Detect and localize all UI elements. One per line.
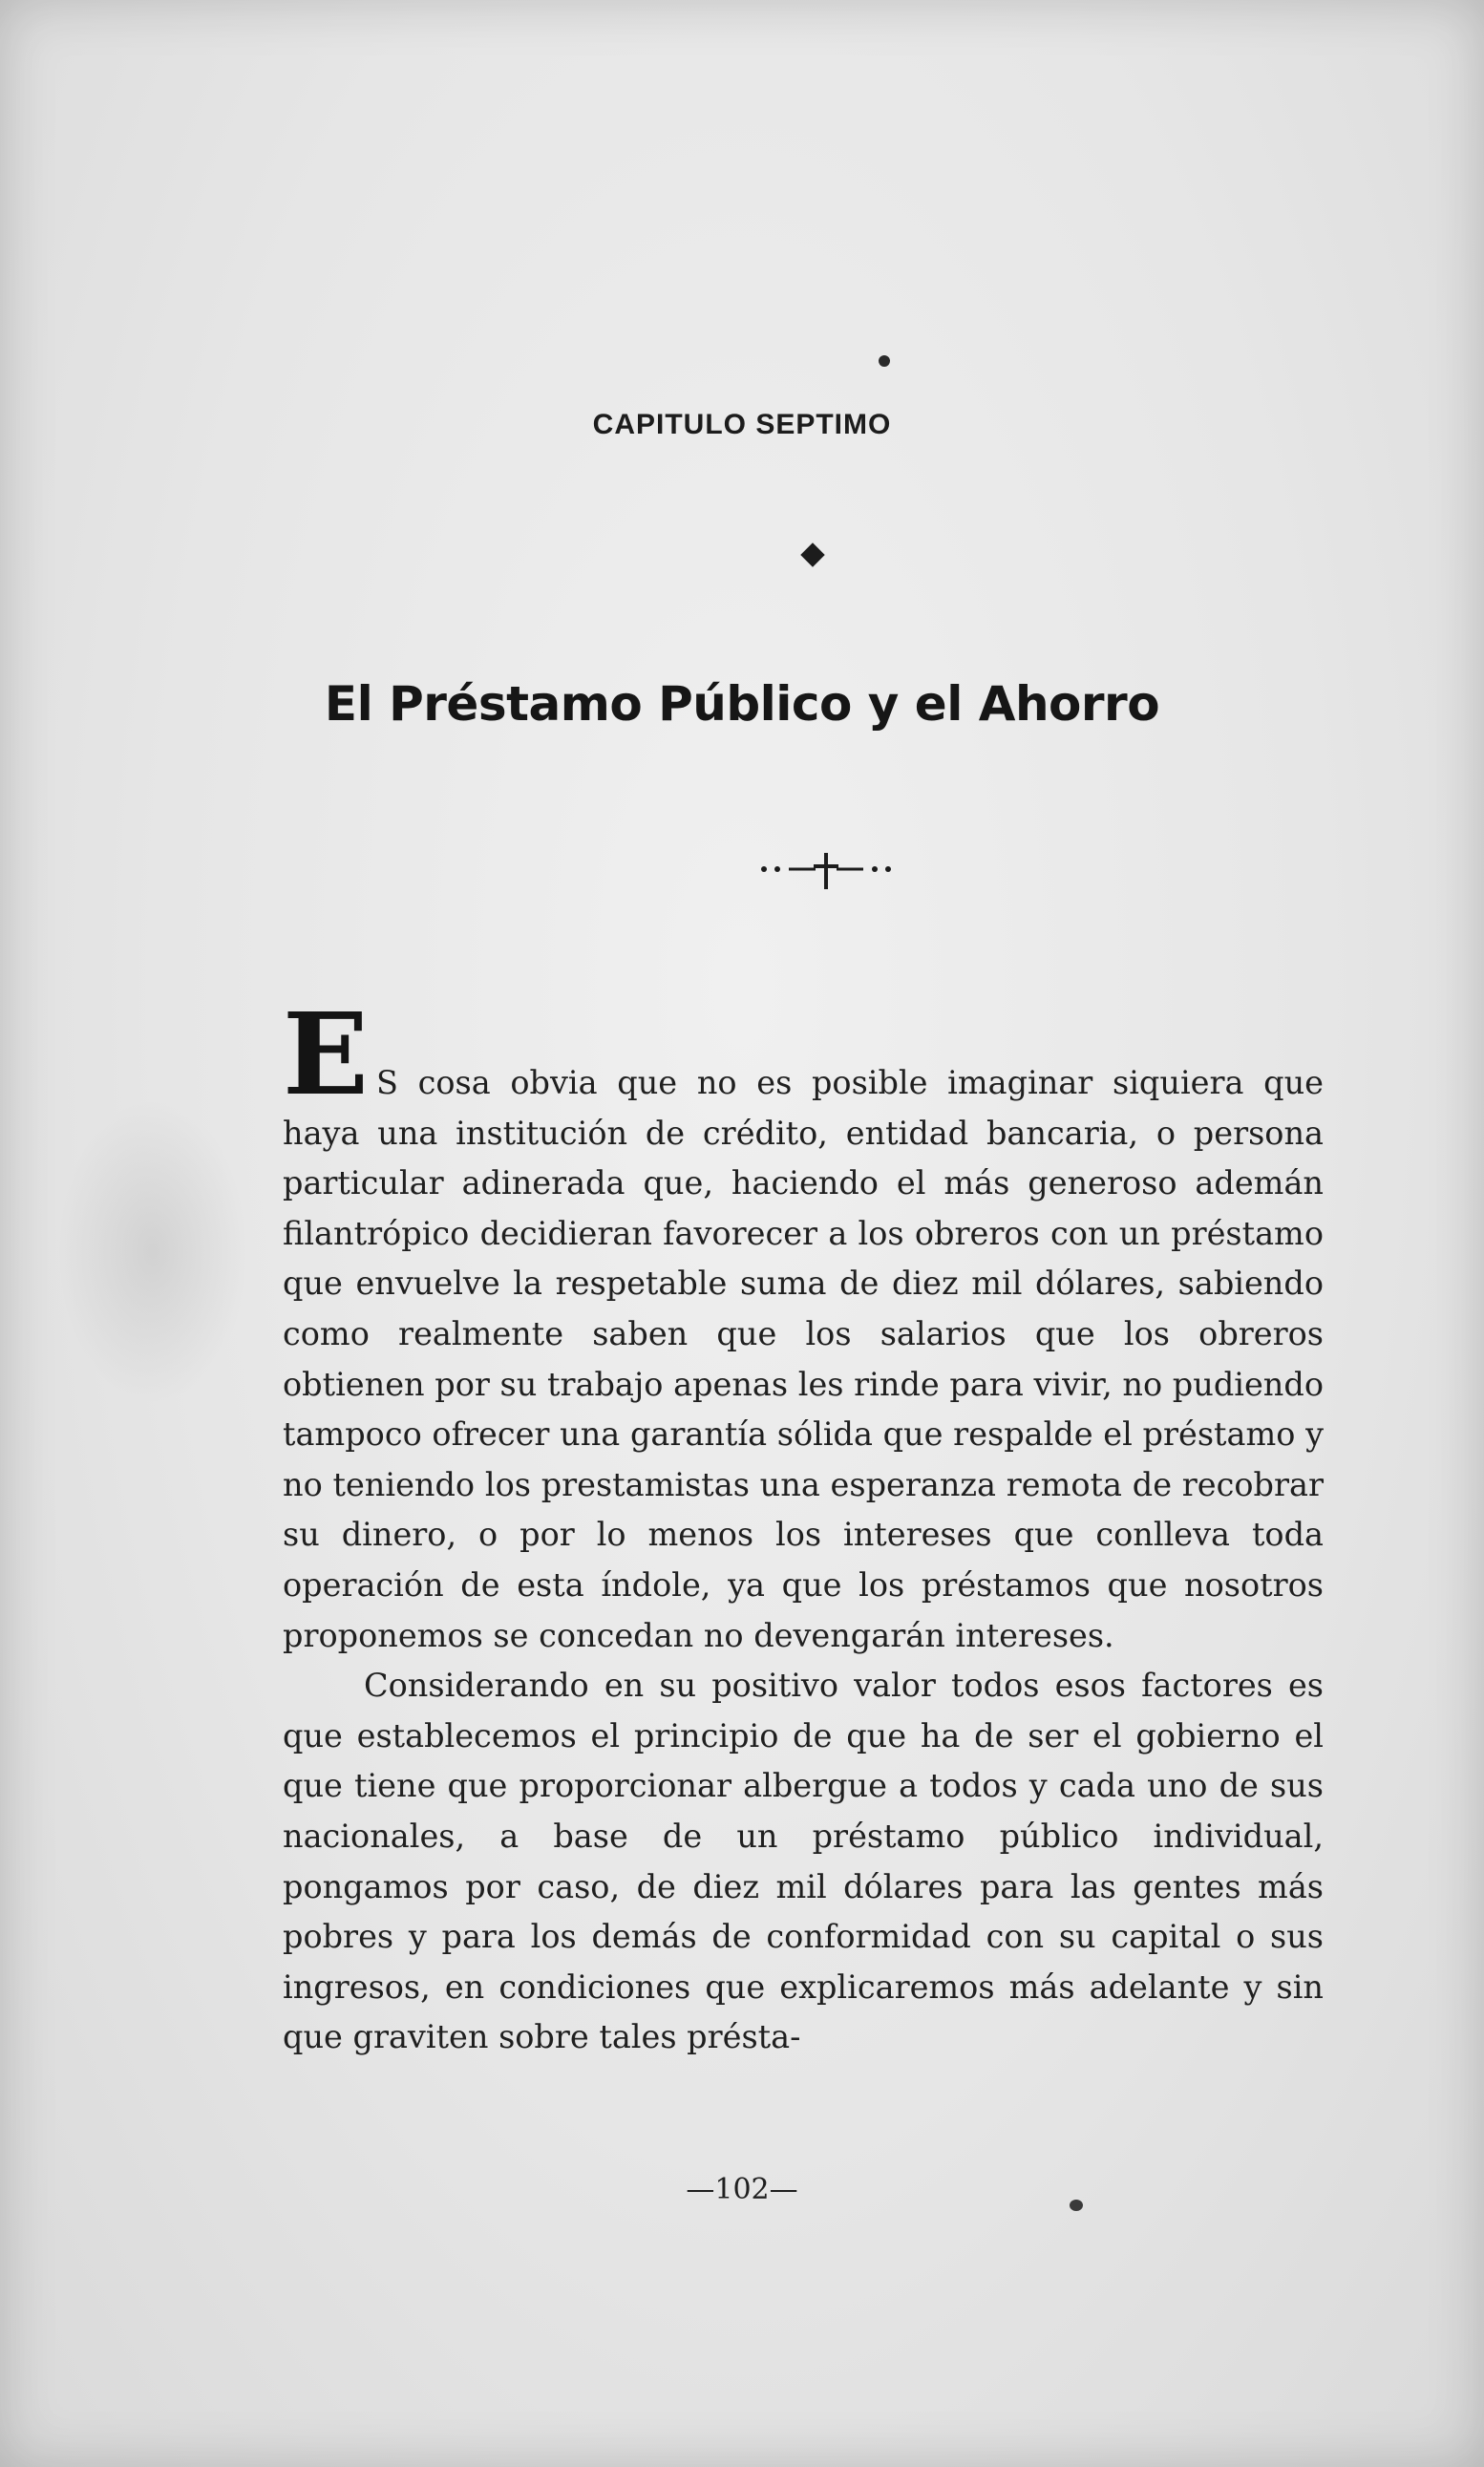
ink-speck bbox=[879, 355, 890, 367]
drop-cap: E bbox=[283, 988, 369, 1120]
paragraph-text: S cosa obvia que no es posible imaginar siquiera que haya una institución de crédito, entidad bancaria, o persona particular adinerada que, haciendo el más generoso ademán filantrópico decidieran favorecer a los obreros con un préstamo que envuelve la respetable suma de diez mil dólares, sabiendo como realmente saben que los salarios que los obreros obtienen por su trabajo apenas les rinde para vivir, no pudiendo tampoco ofrecer una garantía sólida que respalde el préstamo y no teniendo los prestamistas una esperanza remota de recobrar su dinero, o por lo menos los intereses que conlleva toda operación de esta índole, ya que los préstamos que nosotros proponemos se concedan no devengarán intereses. bbox=[283, 1064, 1324, 1654]
chapter-label: CAPITULO SEPTIMO bbox=[592, 409, 892, 440]
page-smudge bbox=[57, 1098, 248, 1404]
page-number: —102— bbox=[686, 2173, 798, 2206]
paragraph bbox=[283, 988, 1324, 1661]
cross-dots-ornament-icon bbox=[754, 845, 898, 893]
body-text bbox=[283, 988, 1324, 2063]
paragraph: Considerando en su positivo valor todos esos factores es que establecemos el principio de que ha de ser el gobierno el que tiene que proporcionar albergue a todos y cada uno de sus nacionales, a base de un préstamo público individual, pongamos por caso, de diez mil dólares para las gentes más pobres y para los demás de conformidad con su capital o sus ingresos, en condiciones que explicaremos más adelante y sin que graviten sobre tales présta- bbox=[283, 1667, 1324, 2056]
diamond-ornament-icon bbox=[800, 542, 824, 566]
ink-speck bbox=[1070, 2200, 1083, 2211]
chapter-title: El Préstamo Público y el Ahorro bbox=[324, 676, 1160, 732]
